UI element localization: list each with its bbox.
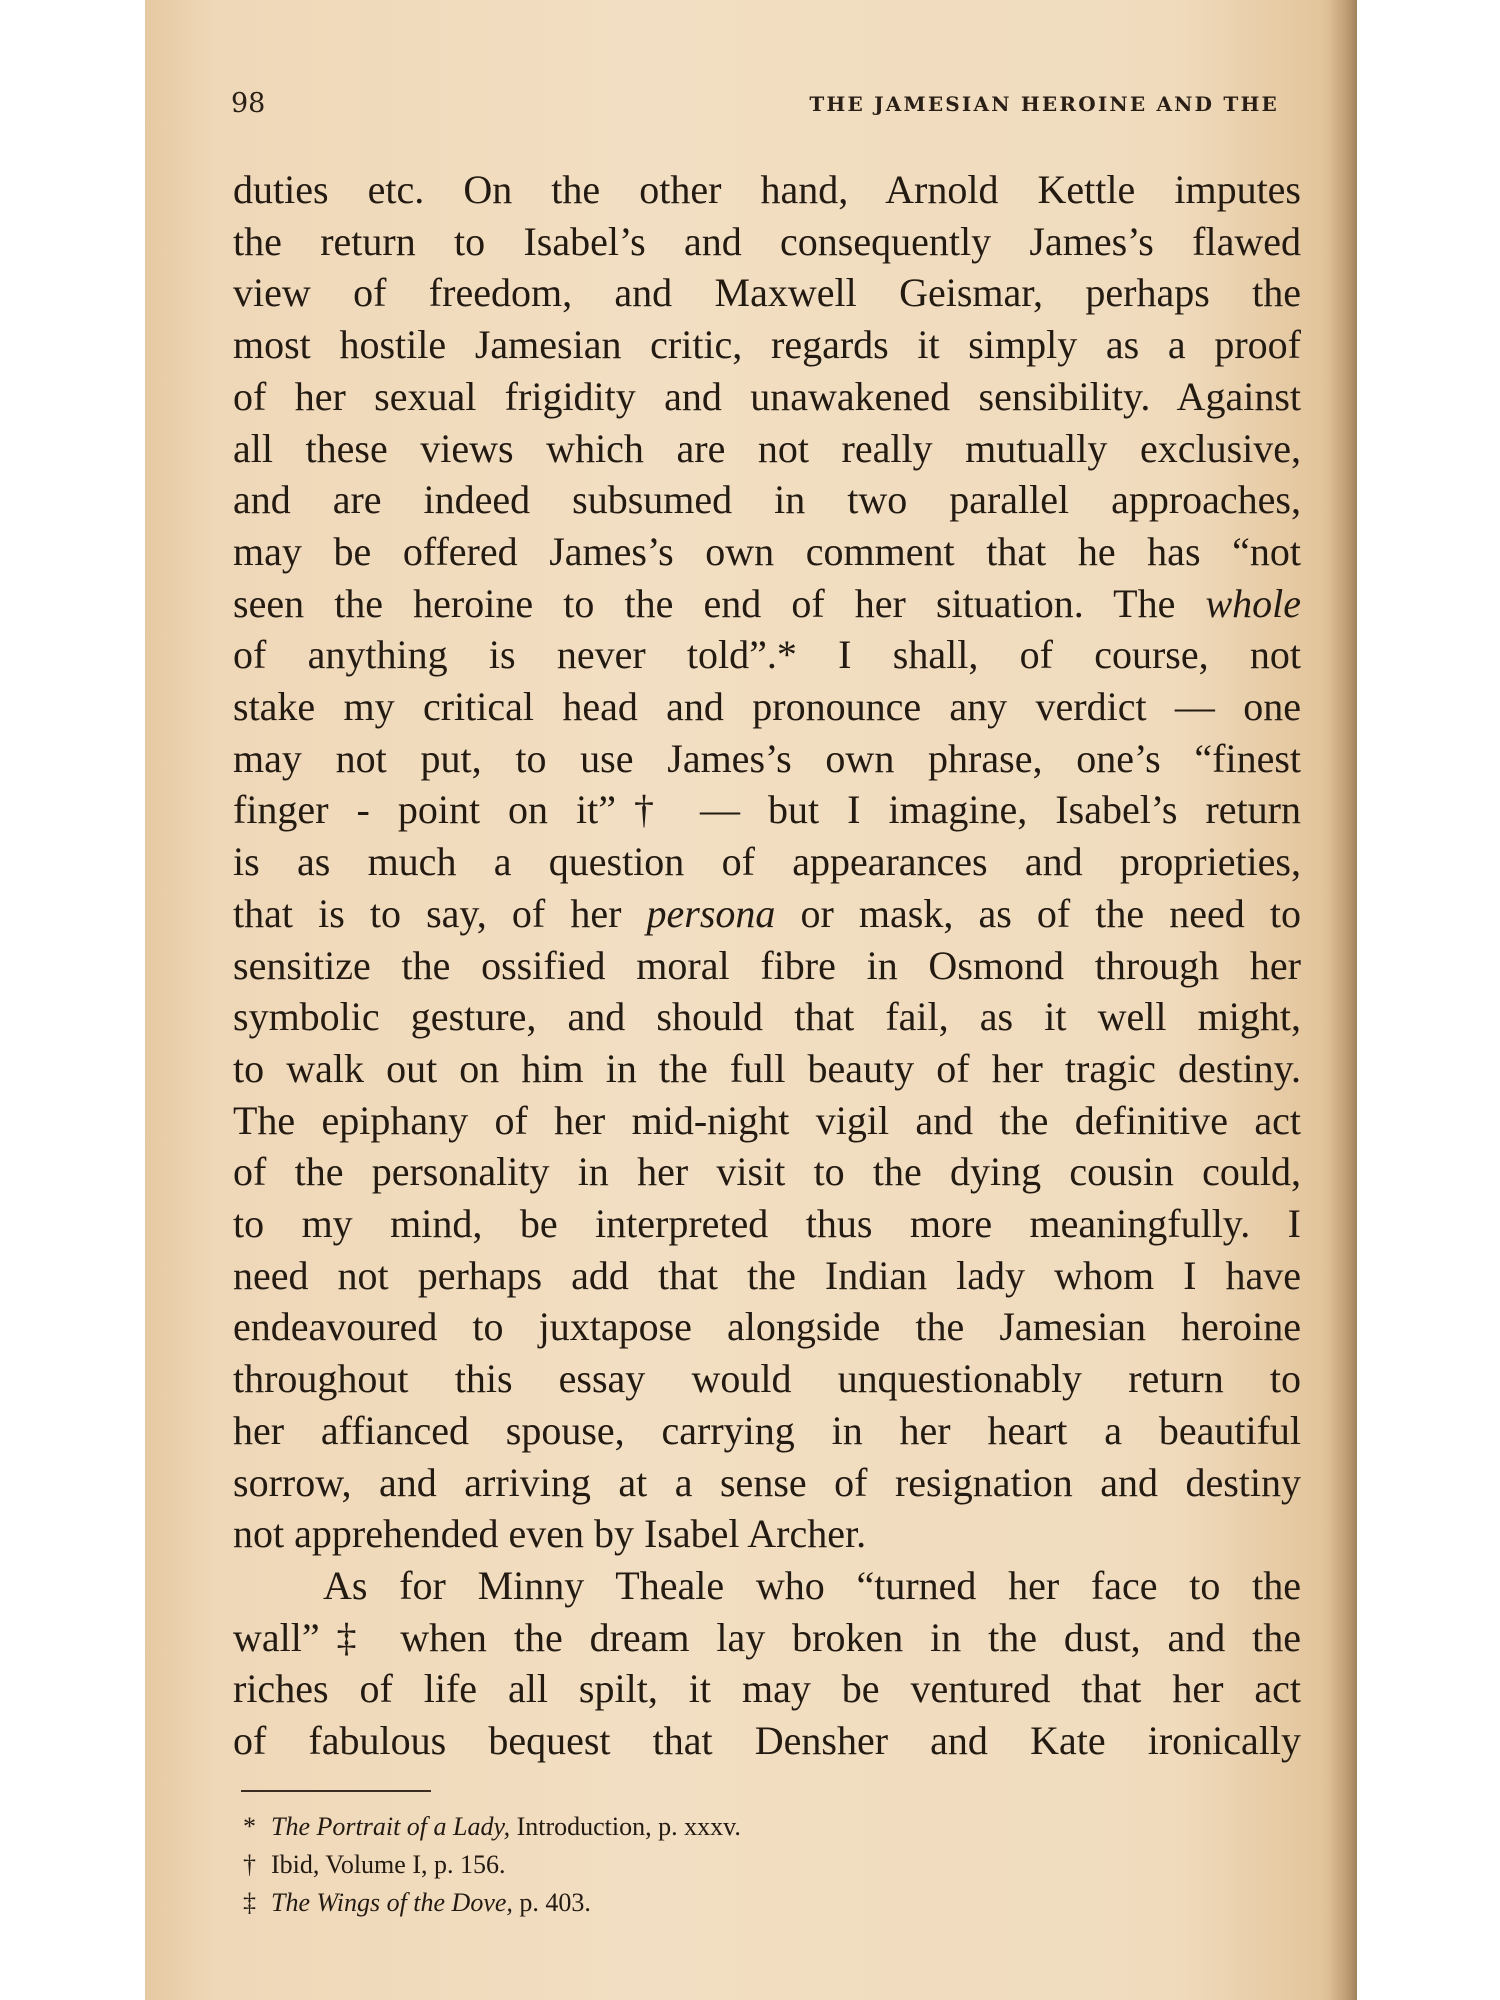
footnote-mark: *: [243, 1812, 256, 1841]
text-line: finger - point on it”† — but I imagine, Isabel’s return: [233, 787, 1301, 833]
italic-word: persona: [646, 890, 776, 936]
running-head: [231, 84, 1291, 124]
text-line: her affianced spouse, carrying in her heart a beautiful: [233, 1407, 1301, 1453]
text-line: and are indeed subsumed in two parallel approaches,: [233, 477, 1301, 523]
text-line: to my mind, be interpreted thus more meaningfully. I: [233, 1201, 1301, 1247]
text-line: may be offered James’s own comment that he has “not: [233, 528, 1301, 574]
text-line: is as much a question of appearances and proprieties,: [233, 839, 1301, 885]
text-line: riches of life all spilt, it may be ventured that her act: [233, 1666, 1301, 1712]
text-line: stake my critical head and pronounce any verdict — one: [233, 684, 1301, 730]
text-line: all these views which are not really mutually exclusive,: [233, 425, 1301, 471]
italic-word: whole: [1205, 580, 1302, 626]
text-line: most hostile Jamesian critic, regards it simply as a proof: [233, 322, 1301, 368]
footnote-mark: ‡: [243, 1888, 256, 1917]
text-segment: or mask, as of the need to: [775, 890, 1302, 936]
footnote: [243, 1808, 1143, 1846]
text-line: wall”‡ when the dream lay broken in the dust, and the: [233, 1614, 1301, 1660]
footnotes: [243, 1808, 1143, 1922]
text-segment: seen the heroine to the end of her situation. The: [233, 580, 1176, 626]
footnote-text: Ibid, Volume I, p. 156.: [271, 1850, 506, 1879]
text-line: symbolic gesture, and should that fail, as it well might,: [233, 994, 1301, 1040]
text-line: duties etc. On the other hand, Arnold Kettle imputes: [233, 167, 1301, 212]
text-line: sorrow, and arriving at a sense of resignation and destiny: [233, 1459, 1301, 1505]
body-text: [233, 164, 1301, 1767]
text-line: need not perhaps add that the Indian lady whom I have: [233, 1252, 1301, 1298]
text-line: of fabulous bequest that Densher and Kate ironically: [233, 1718, 1301, 1764]
text-line: sensitize the ossified moral fibre in Osmond through her: [233, 942, 1301, 988]
text-line: not apprehended even by Isabel Archer.: [233, 1511, 867, 1557]
text-line: view of freedom, and Maxwell Geismar, perhaps the: [233, 270, 1301, 316]
text-line: endeavoured to juxtapose alongside the Jamesian heroine: [233, 1304, 1301, 1350]
footnote-text: Introduction, p. xxxv.: [510, 1812, 741, 1841]
page-number: 98: [231, 88, 266, 119]
footnote-title: The Portrait of a Lady,: [271, 1812, 511, 1841]
text-line: may not put, to use James’s own phrase, one’s “finest: [233, 735, 1301, 781]
footnote: [243, 1846, 1143, 1884]
footnote: [243, 1884, 1143, 1922]
text-line: As for Minny Theale who “turned her face to the: [323, 1562, 1301, 1608]
text-line: of anything is never told”.* I shall, of course, not: [233, 632, 1301, 678]
text-segment: that is to say, of her: [233, 890, 622, 936]
text-line: to walk out on him in the full beauty of her tragic destiny.: [233, 1045, 1301, 1091]
text-line: The epiphany of her mid-night vigil and the definitive act: [233, 1097, 1301, 1143]
text-line-with-italic: [233, 888, 1301, 940]
book-page: [145, 0, 1357, 2000]
running-head-title: THE JAMESIAN HEROINE AND THE: [809, 92, 1279, 116]
footnote-rule: [241, 1790, 431, 1792]
text-line: the return to Isabel’s and consequently James’s flawed: [233, 218, 1301, 264]
footnote-mark: †: [243, 1850, 256, 1879]
footnote-text: p. 403.: [512, 1888, 591, 1917]
footnote-title: The Wings of the Dove,: [271, 1888, 513, 1917]
text-line-with-italic: [233, 578, 1301, 630]
text-line: of her sexual frigidity and unawakened sensibility. Against: [233, 373, 1301, 419]
text-line: of the personality in her visit to the dying cousin could,: [233, 1149, 1301, 1195]
text-line: throughout this essay would unquestionably return to: [233, 1356, 1301, 1402]
page-edge-shadow: [1329, 0, 1357, 2000]
